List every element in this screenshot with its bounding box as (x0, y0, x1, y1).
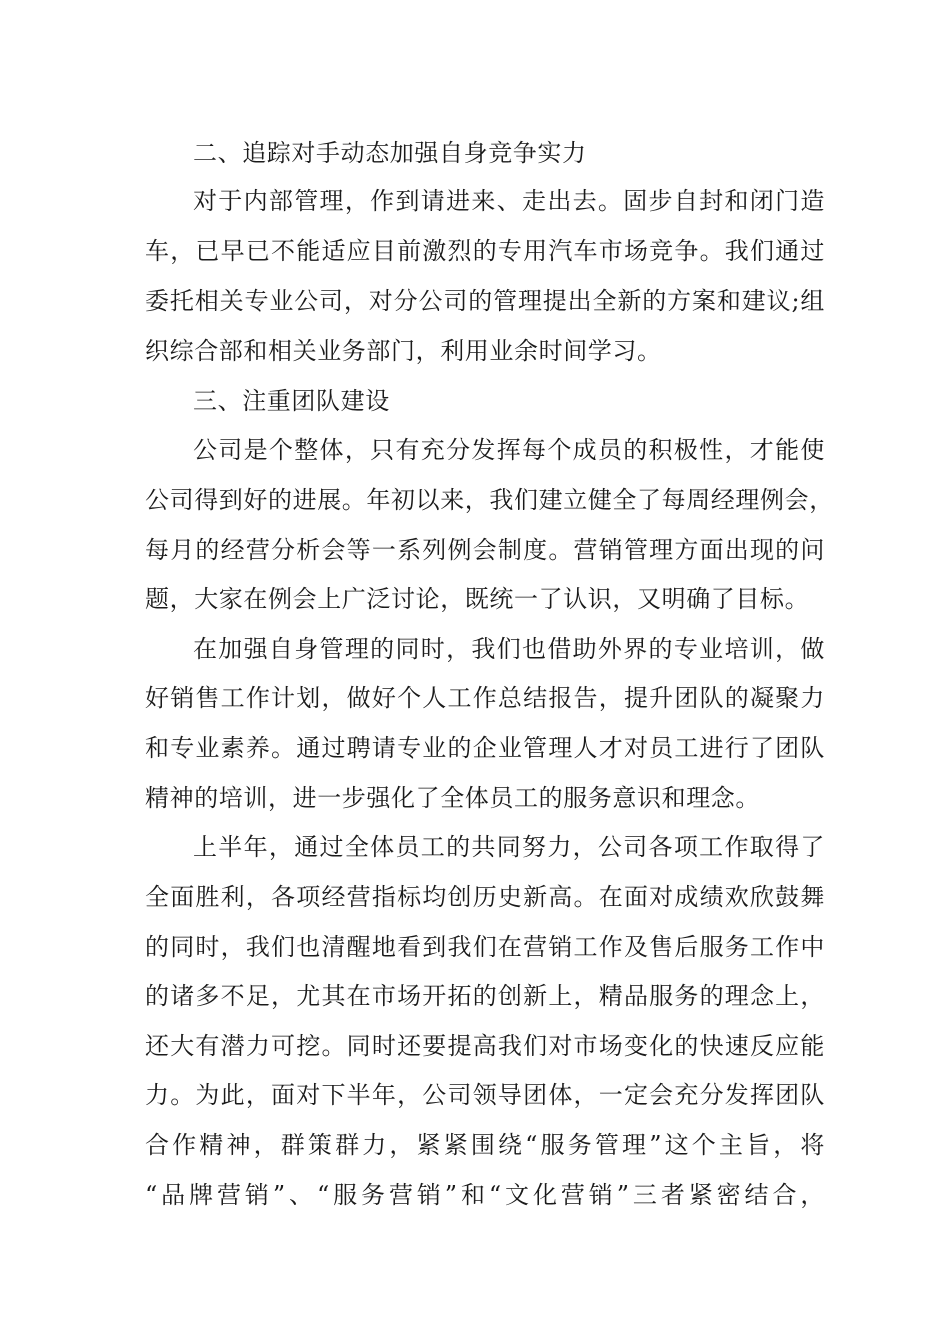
paragraph-line: 的同时，我们也清醒地看到我们在营销工作及售后服务工作中 (145, 933, 825, 961)
paragraph-line: 车，已早已不能适应目前激烈的专用汽车市场竞争。我们通过 (145, 237, 825, 265)
paragraph-line: 委托相关专业公司，对分公司的管理提出全新的方案和建议;组 (145, 287, 825, 315)
paragraph-line: 对于内部管理，作到请进来、走出去。固步自封和闭门造 (193, 187, 825, 215)
paragraph-line: 织综合部和相关业务部门，利用业余时间学习。 (145, 337, 662, 365)
paragraph-line: 每月的经营分析会等一系列例会制度。营销管理方面出现的问 (145, 536, 825, 564)
paragraph-line: 公司得到好的进展。年初以来，我们建立健全了每周经理例会， (145, 486, 834, 514)
section-heading-2: 二、追踪对手动态加强自身竞争实力 (193, 139, 587, 167)
paragraph-line: 上半年，通过全体员工的共同努力，公司各项工作取得了 (193, 833, 825, 861)
paragraph-line: 的诸多不足，尤其在市场开拓的创新上，精品服务的理念上， (145, 982, 825, 1010)
section-heading-3: 三、注重团队建设 (193, 387, 390, 415)
paragraph-line: 题，大家在例会上广泛讨论，既统一了认识，又明确了目标。 (145, 585, 810, 613)
paragraph-line: “品牌营销”、“服务营销”和“文化营销”三者紧密结合， (145, 1181, 825, 1209)
paragraph-line: 和专业素养。通过聘请专业的企业管理人才对员工进行了团队 (145, 734, 825, 762)
paragraph-line: 在加强自身管理的同时，我们也借助外界的专业培训，做 (193, 635, 825, 663)
paragraph-line: 公司是个整体，只有充分发挥每个成员的积极性，才能使 (193, 436, 825, 464)
paragraph-line: 力。为此，面对下半年，公司领导团体，一定会充分发挥团队 (145, 1081, 825, 1109)
paragraph-line: 合作精神，群策群力，紧紧围绕“服务管理”这个主旨，将 (145, 1131, 825, 1159)
paragraph-line: 精神的培训，进一步强化了全体员工的服务意识和理念。 (145, 784, 760, 812)
paragraph-line: 还大有潜力可挖。同时还要提高我们对市场变化的快速反应能 (145, 1032, 825, 1060)
paragraph-line: 全面胜利，各项经营指标均创历史新高。在面对成绩欢欣鼓舞 (145, 883, 825, 911)
paragraph-line: 好销售工作计划，做好个人工作总结报告，提升团队的凝聚力 (145, 684, 825, 712)
